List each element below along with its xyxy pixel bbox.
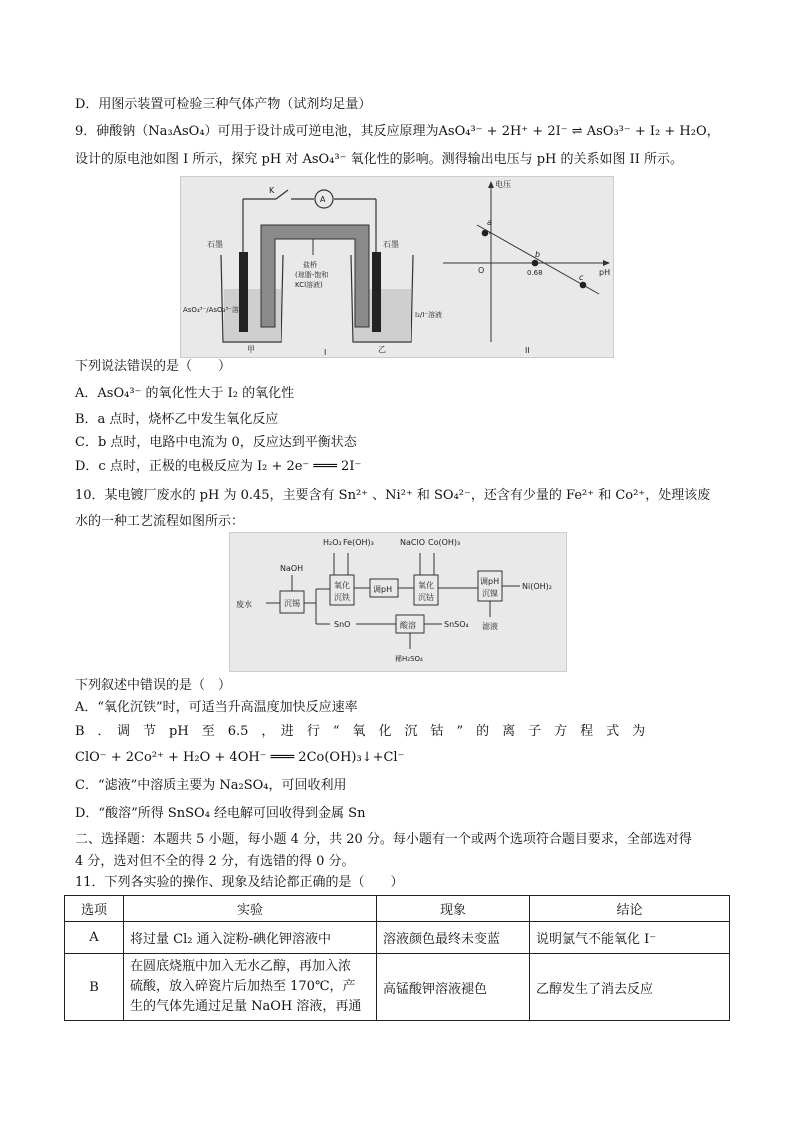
right-solution-label: I₂/I⁻溶液	[415, 311, 442, 319]
point-c-label: c	[579, 273, 584, 282]
row-b-experiment-line-1: 在圆底烧瓶中加入无水乙醇，再加入浓	[130, 959, 352, 974]
q10-stem-1: 10．某电镀厂废水的 pH 为 0.45，主要含有 Sn²⁺ 、Ni²⁺ 和 SO₄²⁻，还含有少量的 Fe²⁺ 和 Co²⁺，处理该废	[75, 488, 711, 503]
naclo-label: NaClO	[400, 538, 425, 547]
section-2-heading-1: 二、选择题：本题共 5 小题，每小题 4 分，共 20 分。每小题有一个或两个选项符合题目要求，全部选对得	[75, 832, 692, 847]
row-b-conclusion: 乙醇发生了消去反应	[530, 954, 730, 1021]
row-a-phenomenon: 溶液颜色最终未变蓝	[377, 922, 530, 954]
cobalt-box-label-2: 沉钴	[418, 593, 434, 602]
q9-stem-1: 9．砷酸钠（Na₃AsO₄）可用于设计成可逆电池，其反应原理为AsO₄³⁻ + 2H⁺ + 2I⁻ ⇌ AsO₃³⁻ + I₂ + H₂O，	[75, 124, 720, 139]
ammeter-label: A	[320, 195, 326, 204]
graphite-right-label: 石墨	[383, 240, 399, 249]
beaker-yi-label: 乙	[378, 345, 386, 354]
figure-cell-and-graph	[180, 176, 614, 358]
row-b-experiment-line-3: 生的气体先通过足量 NaOH 溶液，再通	[130, 999, 362, 1014]
graphite-left-label: 石墨	[207, 240, 223, 249]
sno-label: SnO	[334, 620, 351, 629]
q11-table	[64, 895, 730, 1021]
header-experiment: 实验	[124, 896, 377, 922]
salt-bridge-label-3: KCl溶液)	[295, 281, 323, 289]
figure-2-label: II	[525, 346, 530, 355]
filtrate-label: 滤液	[482, 622, 498, 631]
origin-label: O	[478, 266, 485, 275]
left-solution-label: AsO₄³⁻/AsO₃³⁻溶液	[183, 306, 246, 314]
row-b-phenomenon: 高锰酸钾溶液褪色	[377, 954, 530, 1021]
voltage-axis-label: 电压	[495, 180, 511, 189]
feoh3-label: Fe(OH)₃	[343, 538, 374, 547]
section-2-heading-2: 4 分，选对但不全的得 2 分，有选错的得 0 分。	[75, 854, 355, 869]
q9-option-a: A．AsO₄³⁻ 的氧化性大于 I₂ 的氧化性	[75, 386, 295, 401]
ph-tick-label: 0.68	[527, 269, 543, 277]
wastewater-label: 废水	[236, 600, 252, 609]
row-b-option: B	[65, 954, 124, 1021]
adjust-ph-label: 调pH	[373, 585, 393, 594]
q9-option-b: B．a 点时，烧杯乙中发生氧化反应	[75, 412, 279, 427]
naoh-label: NaOH	[280, 564, 304, 573]
header-option: 选项	[65, 896, 124, 922]
point-a	[482, 230, 489, 237]
row-b-experiment-line-2: 硫酸，放入碎瓷片后加热至 170℃，产	[130, 979, 356, 994]
q10-option-b-1: B ． 调 节 pH 至 6.5 ， 进 行 “ 氧 化 沉 钴 ” 的 离 子 方 程 式 为	[75, 724, 646, 739]
point-c	[580, 282, 587, 289]
q10-option-d: D．“酸溶”所得 SnSO₄ 经电解可回收得到金属 Sn	[75, 806, 366, 821]
salt-bridge-label-2: (琼脂-饱和	[295, 271, 329, 279]
row-b-experiment	[124, 954, 377, 1021]
iron-box-label-2: 沉铁	[334, 593, 350, 602]
point-b-label: b	[535, 250, 541, 259]
q11-stem: 11．下列各实验的操作、现象及结论都正确的是（ ）	[75, 875, 404, 890]
row-a-option: A	[65, 922, 124, 954]
acid-dissolve-label: 酸溶	[400, 621, 416, 630]
nioh2-label: Ni(OH)₂	[522, 582, 552, 591]
beaker-jia-label: 甲	[247, 345, 255, 354]
switch-label: K	[269, 186, 275, 195]
table-row	[65, 954, 730, 1021]
point-a-label: a	[487, 218, 492, 227]
figure-process-flow	[229, 532, 567, 672]
row-a-experiment: 将过量 Cl₂ 通入淀粉-碘化钾溶液中	[124, 922, 377, 954]
figure-1-label: I	[324, 348, 327, 357]
q9-stem-2: 设计的原电池如图 I 所示，探究 pH 对 AsO₄³⁻ 氧化性的影响。测得输出电压与 pH 的关系如图 II 所示。	[75, 152, 684, 167]
row-a-conclusion: 说明氯气不能氧化 I⁻	[530, 922, 730, 954]
salt-bridge-label-1: 盐桥	[303, 261, 317, 269]
h2o2-label: H₂O₂	[323, 538, 342, 547]
q10-option-a: A．“氧化沉铁”时，可适当升高温度加快反应速率	[75, 700, 358, 715]
snso4-label: SnSO₄	[444, 620, 469, 629]
q9-option-c: C．b 点时，电路中电流为 0，反应达到平衡状态	[75, 435, 357, 450]
q10-option-c: C．“滤液”中溶质主要为 Na₂SO₄，可回收利用	[75, 778, 347, 793]
q9-option-d: D．c 点时，正极的电极反应为 I₂ + 2e⁻ ═══ 2I⁻	[75, 459, 362, 474]
header-phenomenon: 现象	[377, 896, 530, 922]
q9-prompt: 下列说法错误的是（ ）	[75, 359, 232, 374]
table-header-row	[65, 896, 730, 922]
ph-axis-label: pH	[599, 268, 611, 277]
q10-prompt: 下列叙述中错误的是（ ）	[75, 678, 232, 693]
iron-box-label-1: 氧化	[334, 581, 350, 590]
table-row	[65, 922, 730, 954]
cobalt-box-label-1: 氧化	[418, 581, 434, 590]
tin-precipitation-label: 沉锡	[284, 599, 300, 608]
nickel-box-label-1: 调pH	[480, 577, 500, 586]
header-conclusion: 结论	[530, 896, 730, 922]
q10-stem-2: 水的一种工艺流程如图所示：	[75, 514, 245, 529]
dilute-h2so4-label: 稀H₂SO₄	[395, 655, 423, 663]
point-b	[532, 260, 539, 267]
cell-diagram-svg	[181, 177, 613, 357]
cooh3-label: Co(OH)₃	[428, 538, 461, 547]
nickel-box-label-2: 沉镍	[482, 589, 498, 598]
q10-option-b-2: ClO⁻ + 2Co²⁺ + H₂O + 4OH⁻ ═══ 2Co(OH)₃↓+Cl⁻	[75, 750, 405, 765]
line-d8: D．用图示装置可检验三种气体产物（试剂均足量）	[75, 97, 372, 112]
process-flow-svg	[230, 533, 566, 671]
